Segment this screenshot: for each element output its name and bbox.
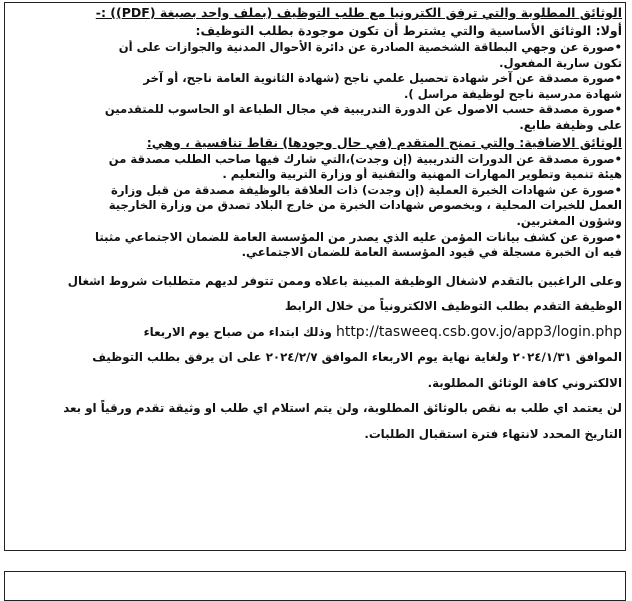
next-notice-box: [4, 571, 626, 601]
doc-title: الوثائق المطلوبة والتي ترفق الكترونيا مع طلب التوظيف (بملف واحد بصيغة (PDF)) :-: [95, 5, 622, 20]
apply-line-5: الالكتروني كافة الوثائق المطلوبة.: [427, 375, 622, 390]
section2-line: •صورة عن شهادات الخبرة العملية (إن وجدت) ذات العلاقة بالوظيفة مصدقة من قبل وزارة: [110, 182, 622, 197]
section2-line: هيئة تنمية وتطوير المهارات المهنية والتقنية أو وزارة التربية والتعليم .: [222, 167, 622, 182]
section2-line: العمل للخبرات المحلية ، وبخصوص شهادات الخبرة من خارج البلاد تصدق من وزارة الخارجية: [108, 198, 622, 213]
section2-line: •صورة مصدقة عن الدورات التدريبية (إن وجدت)،التي شارك فيها صاحب الطلب مصدقة من: [108, 151, 622, 166]
section1-line: •صورة عن وجهي البطاقة الشخصية الصادرة عن دائرة الأحوال المدنية والجوازات على أن: [118, 40, 622, 54]
section2-line: فيه ان الخبرة مسجلة في قيود المؤسسة العامة للضمان الاجتماعي.: [241, 245, 622, 260]
section1-line: شهادة مدرسية ناجح لوظيفة مراسل ).: [404, 86, 622, 101]
application-url-link[interactable]: http://tasweeq.csb.gov.jo/app3/login.php: [335, 323, 622, 340]
section2-line: •صورة عن كشف بيانات المؤمن عليه الذي يصدر من المؤسسة العامة للضمان الاجتماعي مثبتا: [95, 229, 622, 244]
apply-line-4: الموافق ٢٠٢٤/١/٣١ ولغاية نهاية يوم الاربعاء الموافق ٢٠٢٤/٢/٧ على ان يرفق بطلب التوظيف: [92, 350, 622, 365]
apply-line-6: لن يعتمد اي طلب به نقص بالوثائق المطلوبة، ولن يتم استلام اي طلب او وثيقة تقدم ورقياً او بعد: [63, 401, 622, 416]
section1-line: •صورة مصدقة عن آخر شهادة تحصيل علمي ناجح (شهادة الثانوية العامة ناجح، أو آخر: [143, 71, 622, 86]
section1-line: على وظيفة طابع.: [519, 117, 622, 132]
section1-line: •صورة مصدقة حسب الاصول عن الدورة التدريبية في مجال الطباعة او الحاسوب للمتقدمين: [104, 102, 622, 117]
apply-line-7: التاريخ المحدد لانتهاء فترة استقبال الطلبات.: [364, 426, 622, 441]
section1-line: تكون سارية المفعول.: [499, 55, 622, 70]
section2-heading: الوثائق الاضافية: والتي تمنح المتقدم (في حال وجودها) نقاط تنافسية ، وهي:: [146, 134, 622, 150]
section1-heading: أولا: الوثائق الأساسية والتي يشترط أن تكون موجودة بطلب التوظيف:: [195, 23, 622, 38]
apply-url-line: [10, 320, 622, 346]
notice-content: [10, 4, 622, 447]
apply-line-1: وعلى الراغبين بالتقدم لاشغال الوظيفة المبينة باعلاه وممن تتوفر لديهم متطلبات شروط اشغال: [67, 273, 622, 288]
apply-line-2: الوظيفة التقدم بطلب التوظيف الالكترونياً من خلال الرابط: [284, 299, 622, 314]
section2-line: وشؤون المغتربين.: [516, 213, 622, 228]
apply-start-text: وذلك ابتداء من صباح يوم الاربعاء: [143, 324, 332, 339]
